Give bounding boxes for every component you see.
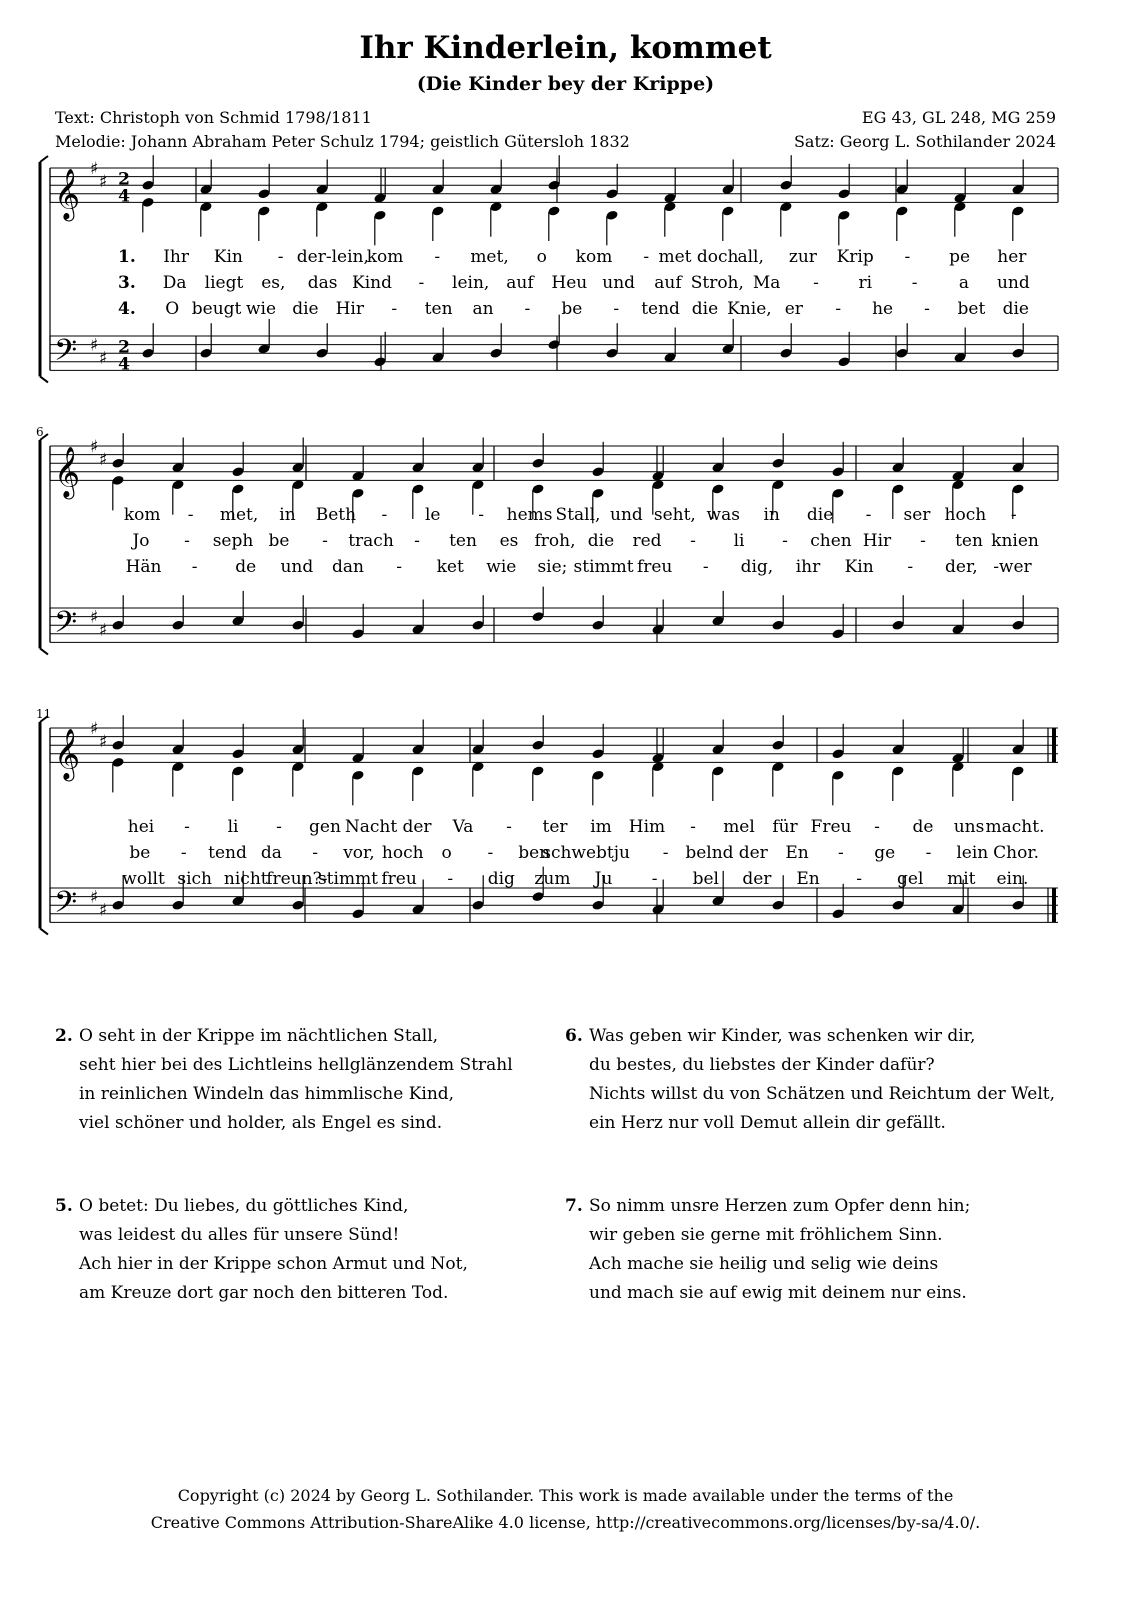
lyric-hyphen: -	[907, 557, 914, 577]
lyric-syllable: li	[227, 817, 239, 837]
lyric-syllable: es	[499, 531, 519, 551]
lyric-syllable: Ihr	[163, 247, 190, 267]
lyric-syllable: sich	[177, 869, 212, 889]
verse-7	[565, 1192, 970, 1308]
verse-number: 6.	[565, 1026, 583, 1046]
verse-5	[55, 1192, 468, 1308]
lyric-syllable: o	[536, 247, 547, 267]
lyric-hyphen: -	[865, 505, 872, 525]
lyric-hyphen: -	[187, 505, 194, 525]
bass-clef-icon: 𝄢	[54, 605, 78, 647]
lyric-syllable: Da	[162, 273, 187, 293]
lyric-syllable: Freu	[810, 817, 852, 837]
verse-line: und mach sie auf ewig mit deinem nur eins.	[589, 1283, 967, 1303]
verse-line: was leidest du alles für unsere Sünd!	[79, 1225, 400, 1245]
lyric-syllable: Chor.	[993, 843, 1040, 863]
lyric-syllable: hoch	[944, 505, 987, 525]
lyric-syllable: sie;	[537, 557, 568, 577]
lyric-syllable: und	[602, 273, 636, 293]
key-signature-sharp: ♯	[99, 449, 108, 470]
lyric-syllable: de	[912, 817, 934, 837]
lyric-hyphen: -	[662, 843, 669, 863]
lyric-syllable: O	[165, 299, 180, 319]
time-signature-top: 2	[118, 337, 130, 358]
lyric-syllable: li	[733, 531, 745, 551]
treble-clef-icon: 𝄞	[54, 728, 81, 780]
lyric-syllable: das	[307, 273, 338, 293]
lyric-syllable: Kind	[352, 273, 392, 293]
lyric-syllable: trach	[348, 531, 394, 551]
lyric-syllable: und	[610, 505, 643, 525]
lyric-syllable: und	[280, 557, 314, 577]
lyric-hyphen: -	[925, 843, 932, 863]
lyric-hyphen: -	[418, 273, 425, 293]
lyric-syllable: Va	[452, 817, 474, 837]
lyric-syllable: red	[632, 531, 662, 551]
lyric-syllable: seht,	[653, 505, 696, 525]
lyric-hyphen: -	[782, 531, 788, 551]
key-signature-sharp: ♯	[99, 348, 108, 369]
lyric-syllable: bel	[692, 869, 719, 889]
license-line: Creative Commons Attribution-ShareAlike 4.0 license, http://creativecommons.org/licenses/by-sa/4.0/.	[150, 1513, 981, 1532]
lyric-syllable: dig	[487, 869, 515, 889]
copyright-line: Copyright (c) 2024 by Georg L. Sothilander. This work is made available under the terms of the	[177, 1486, 954, 1505]
verse-line: 7. So nimm unsre Herzen zum Opfer denn hin;	[565, 1192, 970, 1221]
lyric-syllable: uns	[953, 817, 985, 837]
lyric-hyphen: -	[180, 843, 187, 863]
lyric-hyphen: -	[643, 247, 650, 267]
key-signature-sharp: ♯	[90, 437, 99, 457]
lyric-hyphen: -	[920, 531, 926, 551]
lyric-syllable: liegt	[204, 273, 244, 293]
lyric-syllable: En	[785, 843, 809, 863]
lyric-hyphen: -	[184, 531, 190, 551]
lyric-syllable: Kin	[213, 247, 243, 267]
lyric-hyphen: -	[506, 817, 512, 837]
lyric-syllable: zum	[534, 869, 571, 889]
lyric-syllable: Jo	[132, 531, 150, 551]
lyric-hyphen: -	[874, 817, 880, 837]
lyric-hyphen: -	[312, 843, 319, 863]
lyric-syllable: froh,	[534, 531, 576, 551]
system-bracket-bottom	[40, 928, 48, 934]
verse-line: seht hier bei des Lichtleins hellglänzendem Strahl	[79, 1055, 513, 1075]
lyric-syllable: an	[472, 299, 494, 319]
lyric-hyphen: -	[613, 299, 620, 319]
lyric-syllable: freu	[636, 557, 673, 577]
lyric-syllable: be	[129, 843, 151, 863]
lyric-syllable: Hir	[335, 299, 364, 319]
lyric-syllable: ten	[955, 531, 983, 551]
lyric-syllable: die	[587, 531, 615, 551]
lyric-syllable: ten	[449, 531, 477, 551]
lyric-syllable: freun?-	[266, 869, 328, 889]
lyric-syllable: wollt	[122, 869, 165, 889]
treble-clef-icon: 𝄞	[54, 168, 81, 220]
arrangement-credit: Satz: Georg L. Sothilander 2024	[793, 132, 1056, 151]
lyric-syllable: Stall,	[555, 505, 601, 525]
melody-credit: Melodie: Johann Abraham Peter Schulz 1794; geistlich Gütersloh 1832	[55, 132, 630, 151]
lyric-syllable: ser	[903, 505, 931, 525]
lyric-syllable: kom	[123, 505, 161, 525]
lyric-syllable: ju	[613, 843, 630, 863]
lyric-syllable: schwebt	[542, 843, 614, 863]
lyric-hyphen: -	[924, 299, 930, 319]
lyric-syllable: Hir	[862, 531, 892, 551]
lyric-hyphen: -	[184, 817, 190, 837]
lyric-syllable: Beth	[315, 505, 357, 525]
measure-number: 11	[36, 707, 52, 721]
lyric-syllable: hoch	[381, 843, 424, 863]
lyric-syllable: macht.	[985, 817, 1045, 837]
lyric-syllable: Krip	[836, 247, 874, 267]
lyric-syllable: belnd	[685, 843, 734, 863]
lyric-syllable: in	[279, 505, 296, 525]
lyric-syllable: im	[590, 817, 612, 837]
lyric-hyphen: -	[856, 869, 862, 889]
lyric-hyphen: -	[837, 843, 844, 863]
key-signature-sharp: ♯	[90, 335, 99, 356]
lyric-syllable: pe	[949, 247, 971, 267]
lyric-hyphen: -	[904, 247, 911, 267]
verse-line: Ach mache sie heilig und selig wie deins	[589, 1254, 939, 1274]
verse-number: 5.	[55, 1196, 73, 1216]
lyric-syllable: vor,	[343, 843, 375, 863]
system-bracket-top	[40, 156, 48, 162]
lyric-syllable: nicht	[223, 869, 268, 889]
measure-number: 6	[36, 425, 44, 439]
lyric-syllable: wie	[486, 557, 517, 577]
system-bracket-bottom	[40, 376, 48, 382]
lyric-syllable: gel	[897, 869, 924, 889]
lyric-syllable: ter	[542, 817, 568, 837]
key-signature-sharp: ♯	[90, 887, 99, 908]
key-signature-sharp: ♯	[90, 607, 99, 628]
lyric-syllable: Ju	[594, 869, 613, 889]
verse-line: ein Herz nur voll Demut allein dir gefällt.	[589, 1113, 946, 1133]
lyric-syllable: wie	[245, 299, 277, 319]
lyric-syllable: -wer	[993, 557, 1032, 577]
lyric-syllable: Knie,	[727, 299, 772, 319]
verse-2	[55, 1022, 513, 1138]
lyric-syllable: ein.	[996, 869, 1029, 889]
lyric-syllable: freu	[381, 869, 417, 889]
lyric-hyphen: -	[651, 869, 658, 889]
lyric-syllable: ge	[874, 843, 896, 863]
lyric-syllable: a	[958, 273, 970, 293]
lyric-hyphen: -	[434, 247, 441, 267]
lyric-hyphen: -	[447, 869, 454, 889]
lyric-syllable: Stroh,	[690, 273, 744, 293]
hymnal-sources: EG 43, GL 248, MG 259	[861, 108, 1056, 127]
system-bracket-bottom	[40, 648, 48, 654]
lyric-syllable: dig,	[740, 557, 774, 577]
lyric-hyphen: -	[414, 531, 420, 551]
lyric-syllable: der-lein,	[296, 247, 369, 267]
lyric-syllable: seph	[212, 531, 254, 551]
verse-number: 2.	[55, 1026, 73, 1046]
lyric-syllable: he	[872, 299, 894, 319]
lyric-syllable: ben	[518, 843, 551, 863]
lyric-syllable: met doch	[658, 247, 739, 267]
lyric-hyphen: -	[813, 273, 819, 293]
lyric-syllable: die	[691, 299, 719, 319]
lyric-syllable: Nacht	[344, 817, 398, 837]
lyric-hyphen: -	[381, 505, 388, 525]
lyric-syllable: gen	[309, 817, 341, 837]
lyric-syllable: kom	[366, 247, 404, 267]
verse-line: Ach hier in der Krippe schon Armut und Not,	[79, 1254, 468, 1274]
lyric-syllable: was	[706, 505, 740, 525]
lyric-syllable: all,	[737, 247, 764, 267]
lyric-syllable: Kin	[844, 557, 874, 577]
verse-line: du bestes, du liebstes der Kinder dafür?	[589, 1055, 935, 1075]
lyric-syllable: tend	[641, 299, 680, 319]
time-signature-bottom: 4	[118, 354, 130, 375]
lyric-syllable: ri	[858, 273, 873, 293]
lyric-syllable: es,	[261, 273, 286, 293]
lyric-syllable: En	[796, 869, 820, 889]
lyric-syllable: her	[997, 247, 1027, 267]
copyright-notice	[0, 1482, 1131, 1536]
lyric-hyphen: -	[322, 531, 328, 551]
lyric-syllable: da	[260, 843, 282, 863]
lyric-hyphen: -	[690, 817, 696, 837]
lyric-syllable: mel	[723, 817, 755, 837]
text-credit: Text: Christoph von Schmid 1798/1811	[55, 108, 372, 127]
lyric-verse-number: 4.	[118, 299, 136, 319]
key-signature-sharp: ♯	[99, 900, 108, 921]
lyric-syllable: auf	[506, 273, 534, 293]
lyric-syllable: die	[806, 505, 834, 525]
song-subtitle: (Die Kinder bey der Krippe)	[416, 73, 715, 95]
lyric-syllable: de	[235, 557, 257, 577]
verse-line: 5. O betet: Du liebes, du göttliches Kind,	[55, 1192, 468, 1221]
lyric-syllable: bet	[957, 299, 986, 319]
lyric-hyphen: -	[702, 557, 709, 577]
lyric-syllable: Him	[628, 817, 666, 837]
verse-number: 7.	[565, 1196, 583, 1216]
lyric-syllable: tend	[208, 843, 247, 863]
lyric-syllable: ket	[436, 557, 464, 577]
verse-line: 6. Was geben wir Kinder, was schenken wir dir,	[565, 1022, 1055, 1051]
lyric-hyphen: -	[276, 817, 282, 837]
lyric-syllable: dan	[332, 557, 364, 577]
lyric-syllable: Ma	[752, 273, 781, 293]
lyric-syllable: ten	[424, 299, 453, 319]
lyric-syllable: der	[742, 869, 772, 889]
lyric-syllable: lein	[956, 843, 989, 863]
lyric-syllable: Hän	[125, 557, 162, 577]
lyric-syllable: und	[996, 273, 1030, 293]
lyric-syllable: kom	[575, 247, 613, 267]
lyric-syllable: hei	[127, 817, 155, 837]
verse-line: wir geben sie gerne mit fröhlichem Sinn.	[589, 1225, 943, 1245]
lyric-syllable: knien	[991, 531, 1039, 551]
time-signature-bottom: 4	[118, 186, 130, 207]
lyric-syllable: die	[292, 299, 319, 319]
lyric-syllable: er	[784, 299, 803, 319]
lyric-syllable: be	[268, 531, 290, 551]
lyric-syllable: ihr	[795, 557, 821, 577]
verse-line: viel schöner und holder, als Engel es sind.	[79, 1113, 443, 1133]
bass-clef-icon: 𝄢	[54, 333, 78, 375]
lyric-hyphen: -	[277, 247, 284, 267]
lyric-syllable: Heu	[551, 273, 588, 293]
lyric-hyphen: -	[396, 557, 402, 577]
lyric-syllable: stimmt	[317, 869, 379, 889]
lyric-syllable: lein,	[452, 273, 490, 293]
lyric-syllable: zur	[788, 247, 817, 267]
key-signature-sharp: ♯	[99, 731, 108, 752]
lyric-hyphen: -	[911, 273, 918, 293]
lyric-syllable: für	[772, 817, 798, 837]
verse-6	[565, 1022, 1055, 1138]
lyric-syllable: met,	[470, 247, 509, 267]
lyric-hyphen: -	[478, 505, 485, 525]
lyric-syllable: der,	[945, 557, 978, 577]
key-signature-sharp: ♯	[99, 171, 108, 192]
lyric-syllable: hems	[506, 505, 553, 525]
key-signature-sharp: ♯	[90, 159, 99, 179]
lyric-hyphen: -	[391, 299, 398, 319]
lyric-hyphen: -	[487, 843, 494, 863]
lyric-syllable: met,	[219, 505, 259, 525]
lyric-syllable: der	[402, 817, 432, 837]
verse-line: Nichts willst du von Schätzen und Reichtum der Welt,	[589, 1084, 1055, 1104]
lyric-syllable: der	[738, 843, 768, 863]
lyric-syllable: die	[1002, 299, 1029, 319]
lyric-syllable: mit	[947, 869, 976, 889]
key-signature-sharp: ♯	[99, 620, 108, 641]
lyric-syllable: stimmt	[573, 557, 634, 577]
lyric-hyphen: -	[524, 299, 531, 319]
lyric-hyphen: -	[191, 557, 198, 577]
verse-line: am Kreuze dort gar noch den bitteren Tod.	[79, 1283, 449, 1303]
lyric-syllable: le	[424, 505, 441, 525]
lyric-syllable: in	[763, 505, 780, 525]
verse-line: 2. O seht in der Krippe im nächtlichen Stall,	[55, 1022, 513, 1051]
lyric-hyphen: -	[835, 299, 842, 319]
lyric-verse-number: 1.	[118, 247, 136, 267]
lyric-syllable: auf	[654, 273, 682, 293]
bass-clef-icon: 𝄢	[54, 885, 78, 927]
time-signature-top: 2	[118, 169, 130, 190]
key-signature-sharp: ♯	[90, 719, 99, 739]
lyric-verse-number: 3.	[118, 273, 136, 293]
lyric-syllable: be	[561, 299, 583, 319]
verse-line: in reinlichen Windeln das himmlische Kind,	[79, 1084, 455, 1104]
song-title: Ihr Kinderlein, kommet	[359, 30, 772, 66]
lyric-syllable: o	[441, 843, 452, 863]
lyric-syllable: chen	[810, 531, 852, 551]
lyric-hyphen: -	[1010, 505, 1017, 525]
lyric-syllable: beugt	[191, 299, 242, 319]
lyric-hyphen: -	[690, 531, 696, 551]
treble-clef-icon: 𝄞	[54, 446, 81, 498]
